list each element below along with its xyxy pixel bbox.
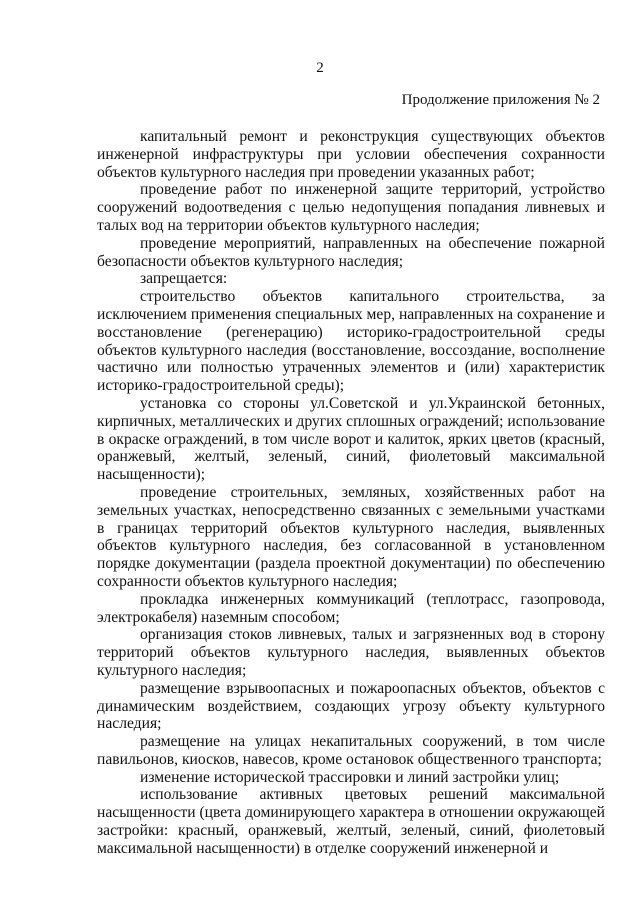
paragraph-color-solutions: использование активных цветовых решений максимальной насыщенности (цвета доминирующего характера в отношении окружающей застройки: красный, оранжевый, желтый, зеленый, синий, фиолетовый максимальной насыщенности) в отделке сооружений инженерной и	[97, 786, 605, 857]
paragraph-engineering-protection: проведение работ по инженерной защите территорий, устройство сооружений водоотведения с целью недопущения попадания ливневых и талых вод на территории объектов культурного наследия;	[97, 181, 605, 234]
paragraph-construction-works: проведение строительных, земляных, хозяйственных работ на земельных участках, непосредственно связанных с земельными участками в границах территорий объектов культурного наследия, выявленных объектов культурного наследия, без согласованной в установленном порядке документации (раздела проектной документации) по обеспечению сохранности объектов культурного наследия;	[97, 483, 605, 590]
paragraph-fire-safety: проведение мероприятий, направленных на обеспечение пожарной безопасности объектов культурного наследия;	[97, 234, 605, 270]
paragraph-prohibited-heading: запрещается:	[140, 270, 228, 288]
document-body	[97, 128, 605, 858]
page-number: 2	[316, 60, 324, 76]
paragraph-capital-construction: строительство объектов капитального строительства, за исключением применения специальных мер, направленных на сохранение и восстановление (регенерацию) историко-градостроительной среды объектов культурного наследия (восстановление, воссоздание, восполнение частично или полностью утраченных элементов и (или) характеристик историко-градостроительной среды);	[97, 288, 605, 395]
appendix-continuation-note: Продолжение приложения № 2	[401, 92, 600, 108]
paragraph-hazardous-objects: размещение взрывоопасных и пожароопасных объектов, объектов с динамическим воздействием, создающих угрозу объекту культурного наследия;	[97, 679, 605, 733]
paragraph-utilities-laying: прокладка инженерных коммуникаций (теплотрасс, газопровода, электрокабеля) наземным способом;	[97, 590, 605, 626]
paragraph-temporary-structures: размещение на улицах некапитальных сооружений, в том числе павильонов, киосков, навесов, кроме остановок общественного транспорта;	[97, 733, 605, 768]
paragraph-water-runoff: организация стоков ливневых, талых и загрязненных вод в сторону территорий объектов культурного наследия, выявленных объектов культурного наследия;	[97, 626, 605, 679]
paragraph-capital-repair: капитальный ремонт и реконструкция существующих объектов инженерной инфраструктуры при условии обеспечения сохранности объектов культурного наследия при проведении указанных работ;	[97, 128, 605, 181]
paragraph-street-lines: изменение исторической трассировки и линий застройки улиц;	[140, 768, 560, 786]
paragraph-fences: установка со стороны ул.Советской и ул.Украинской бетонных, кирпичных, металлических и других сплошных ограждений; использование в окраске ограждений, в том числе ворот и калиток, ярких цветов (красный, оранжевый, желтый, зеленый, синий, фиолетовый максимальной насыщенности);	[97, 394, 605, 484]
